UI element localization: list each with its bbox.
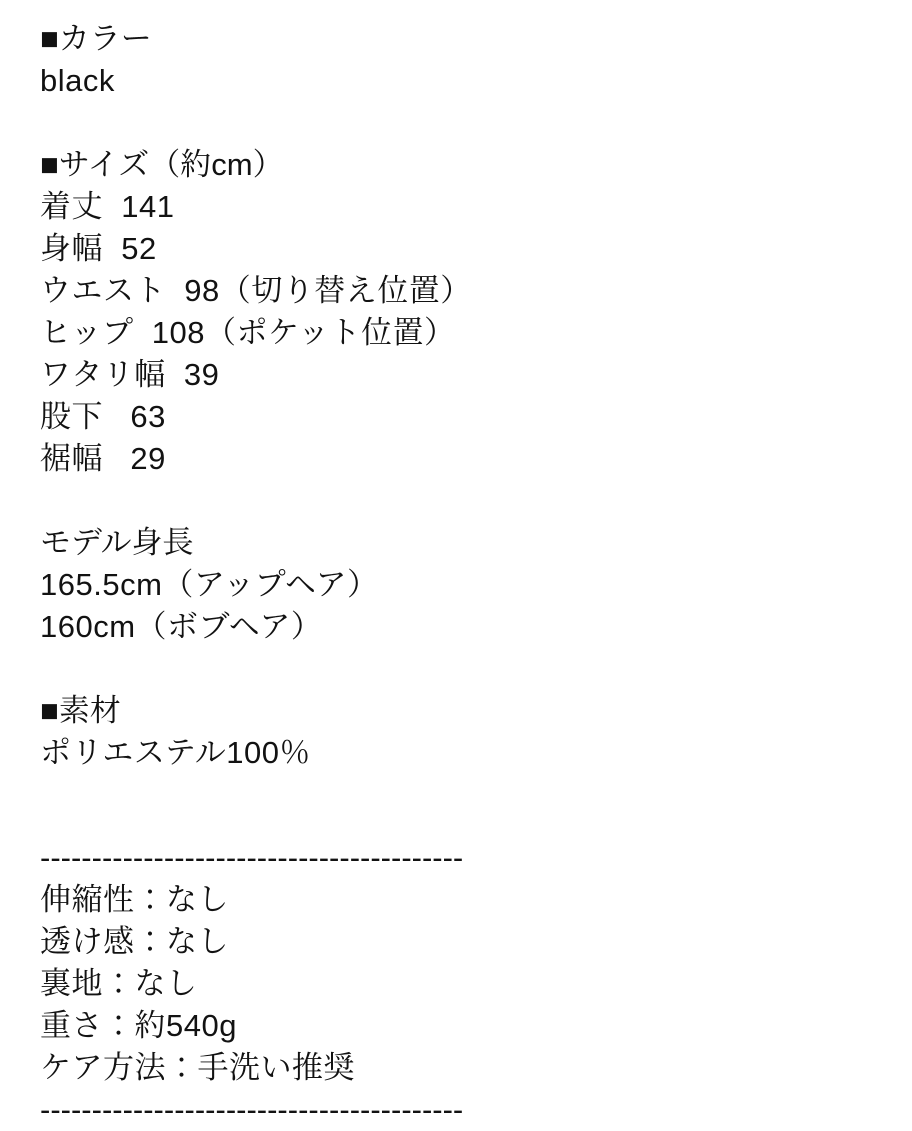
spec-row-lining: 裏地：なし: [40, 966, 198, 1001]
divider-top: -----------------------------------------: [40, 840, 464, 875]
spec-row-stretch: 伸縮性：なし: [40, 882, 229, 917]
section-material: [40, 690, 872, 774]
spec-row-weight: 重さ：約540g: [40, 1008, 237, 1043]
model-height-row-2: 160cm（ボブヘア）: [40, 609, 323, 644]
size-row-thigh: ワタリ幅 39: [40, 357, 220, 392]
spacer-after-model: [40, 648, 872, 690]
size-row-hip: ヒップ 108（ポケット位置）: [40, 315, 456, 350]
spacer-after-material: [40, 774, 872, 816]
section-color-value: black: [40, 63, 115, 98]
spec-row-care: ケア方法：手洗い推奨: [40, 1050, 355, 1085]
spacer-after-size: [40, 480, 872, 522]
size-row-length: 着丈 141: [40, 189, 175, 224]
section-size: [40, 144, 872, 480]
spacer-before-divider: [40, 816, 872, 837]
section-model-height: [40, 522, 872, 648]
size-row-hem: 裾幅 29: [40, 441, 166, 476]
section-color: [40, 18, 872, 102]
model-height-row-1: 165.5cm（アップヘア）: [40, 567, 379, 602]
material-value: ポリエステル100％: [40, 735, 311, 770]
divider-bottom: -----------------------------------------: [40, 1092, 464, 1127]
size-row-width: 身幅 52: [40, 231, 157, 266]
section-material-heading: ■素材: [40, 693, 121, 728]
section-spec: [40, 837, 872, 1131]
section-color-heading: ■カラー: [40, 21, 152, 56]
spec-row-sheerness: 透け感：なし: [40, 924, 229, 959]
section-model-heading: モデル身長: [40, 525, 194, 560]
spacer-after-color: [40, 102, 872, 144]
size-row-waist: ウエスト 98（切り替え位置）: [40, 273, 472, 308]
section-size-heading: ■サイズ（約cm）: [40, 147, 284, 182]
size-row-inseam: 股下 63: [40, 399, 166, 434]
